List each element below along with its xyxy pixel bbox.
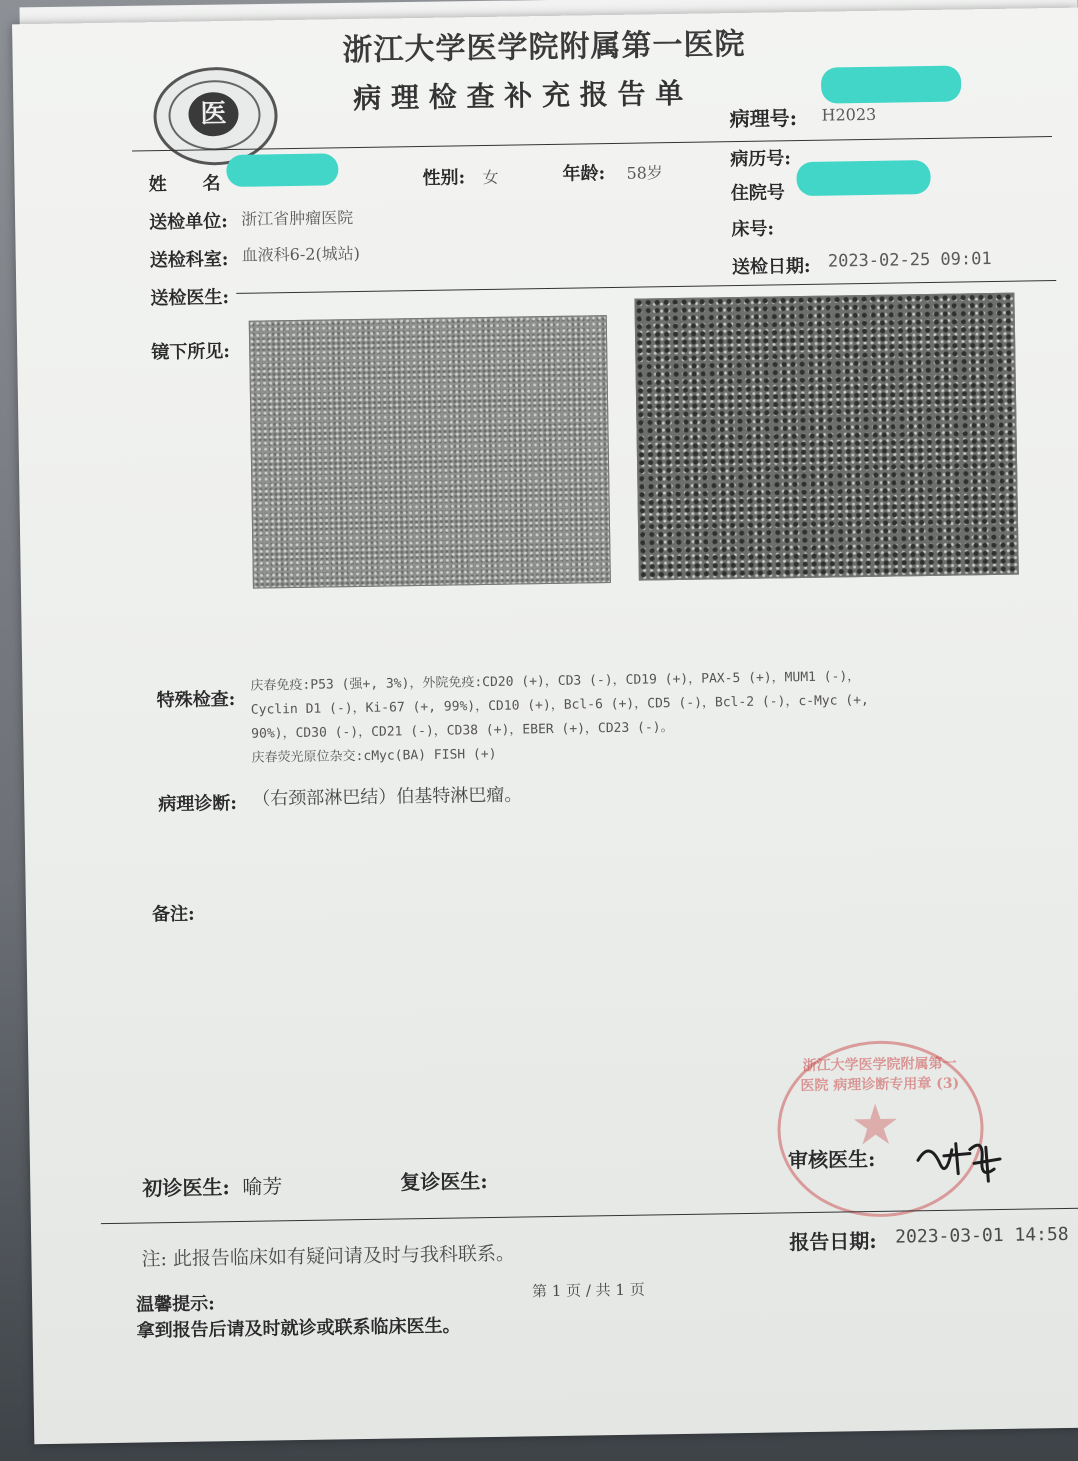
send-date-value: 2023-02-25 09:01 (827, 249, 992, 272)
microscopy-image-high-power (634, 293, 1018, 581)
redaction-inpatient-no (796, 160, 931, 196)
special-exam-label: 特殊检查: (156, 688, 236, 712)
logo-core: 医 (188, 92, 239, 137)
special-exam-line-2: Cyclin D1 (-)，Ki-67 (+, 99%)，CD10 (+)，Bcl-6 (+)，CD5 (-)，Bcl-2 (-)，c-Myc (+, (250, 692, 869, 718)
report-date-label: 报告日期: (789, 1228, 877, 1255)
stamp-star-icon: ★ (849, 1092, 902, 1159)
signature-strokes (910, 1129, 1011, 1191)
stamp-text: 浙江大学医学院附属第一医院 病理诊断专用章 (3) (800, 1055, 960, 1095)
audit-doctor-label: 审核医生: (787, 1146, 876, 1173)
review-doctor-label: 复诊医生: (400, 1169, 488, 1195)
inpatient-no-label: 住院号 (730, 182, 785, 205)
unit-label: 送检单位: (149, 211, 229, 234)
micro-label: 镜下所见: (151, 340, 231, 364)
redaction-pathology-no (821, 65, 962, 103)
sex-value: 女 (482, 167, 499, 187)
age-label: 年龄: (562, 163, 606, 185)
pathology-no-value: H2023 (821, 104, 877, 125)
send-doctor-label: 送检医生: (150, 286, 230, 310)
footer-rule (101, 1208, 1078, 1224)
microscopy-image-low-power (249, 315, 611, 589)
report-date-value: 2023-03-01 14:58 (895, 1223, 1069, 1248)
send-date-label: 送检日期: (731, 255, 811, 279)
first-doctor-label: 初诊医生: (142, 1175, 230, 1201)
bed-no-label: 床号: (731, 218, 775, 241)
hospital-name: 浙江大学医学院附属第一医院 (342, 26, 746, 69)
remarks-label: 备注: (151, 903, 195, 926)
hospital-logo (153, 66, 279, 166)
special-exam-line-4: 庆春荧光原位杂交:cMyc(BA) FISH (+) (251, 746, 497, 766)
pagination: 第 1 页 / 共 1 页 (531, 1280, 645, 1301)
special-exam-line-3: 90%)，CD30 (-)，CD21 (-)，CD38 (+)，EBER (+)，CD23 (-)。 (251, 720, 674, 742)
redaction-name (226, 153, 338, 187)
first-doctor-value: 喻芳 (242, 1174, 283, 1199)
record-no-label: 病历号: (730, 148, 792, 171)
dept-value: 血液科6-2(城站) (241, 243, 361, 265)
diagnosis-label: 病理诊断: (158, 792, 238, 816)
diagnosis-value: （右颈部淋巴结）伯基特淋巴瘤。 (252, 784, 523, 810)
pathology-no-label: 病理号: (729, 106, 798, 132)
report-title: 病 理 检 查 补 充 报 告 单 (353, 76, 684, 116)
dept-label: 送检科室: (149, 249, 229, 272)
reminder-label: 温馨提示: (136, 1293, 216, 1316)
unit-value: 浙江省肿瘤医院 (241, 208, 354, 229)
special-exam-line-1: 庆春免疫:P53 (强+, 3%)，外院免疫:CD20 (+)，CD3 (-)，CD19 (+)，PAX-5 (+)，MUM1 (-)， (250, 669, 861, 694)
age-value: 58岁 (626, 163, 663, 183)
sex-label: 性别: (422, 167, 466, 189)
name-label: 姓 名 (148, 173, 221, 196)
footer-note: 注: 此报告临床如有疑问请及时与我科联系。 (141, 1242, 516, 1271)
header-rule-bottom (236, 280, 1056, 294)
reminder-text: 拿到报告后请及时就诊或联系临床医生。 (136, 1315, 461, 1342)
audit-doctor-signature (910, 1129, 1011, 1191)
report-paper (12, 8, 1078, 1445)
